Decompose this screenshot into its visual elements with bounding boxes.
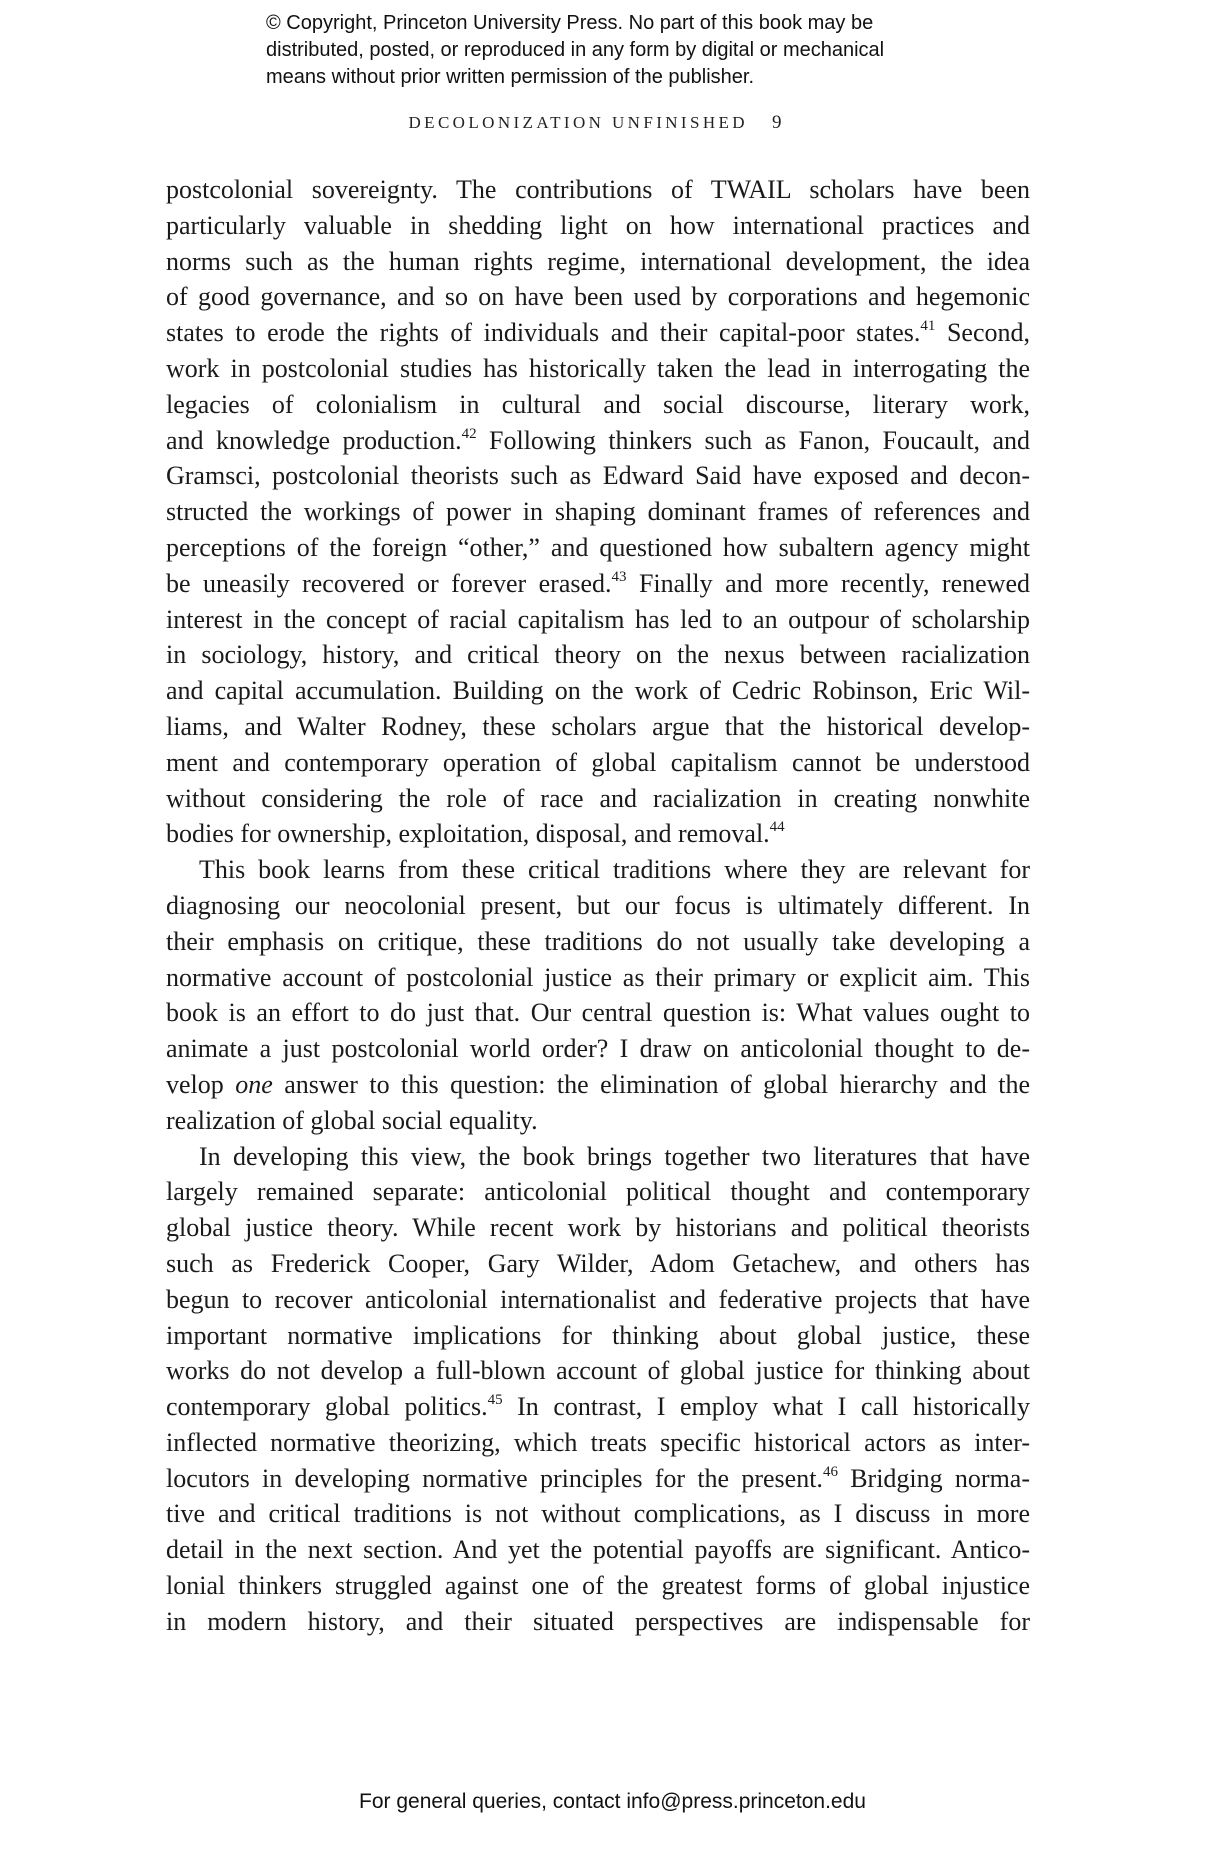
running-title: DECOLONIZATION UNFINISHED [408,113,748,132]
footnote-marker: 43 [611,568,627,585]
text-run: perceptions of the foreign “other,” and questioned how subaltern agency might [166,532,1030,562]
text-run: Bridging norma- [837,1463,1030,1493]
text-line [166,1067,1030,1103]
text-line [166,960,1030,996]
text-run: postcolonial sovereignty. The contributions of TWAIL scholars have been [166,175,1030,204]
text-line [166,208,1030,244]
text-run: diagnosing our neocolonial present, but our focus is ultimately different. In [166,890,1030,920]
copyright-line: © Copyright, Princeton University Press. No part of this book may be [266,12,874,34]
text-run: legacies of colonialism in cultural and social discourse, literary work, [166,389,1030,419]
text-line [166,1174,1030,1210]
text-run: animate a just postcolonial world order? I draw on anticolonial thought to de- [166,1034,1030,1064]
body-text [166,172,1030,1640]
text-run: book is an effort to do just that. Our central question is: What values ought to [166,998,1030,1028]
text-run: Second, [935,318,1031,348]
text-run: detail in the next section. And yet the potential payoffs are significant. Antico- [166,1535,1030,1565]
text-line [166,745,1030,781]
text-run: in sociology, history, and critical theory on the nexus between racialization [166,640,1030,670]
text-line [166,888,1030,924]
text-run: without considering the role of race and racialization in creating nonwhite [166,783,1030,813]
text-line [166,781,1030,817]
text-run: in modern history, and their situated perspectives are indispensable for [166,1606,1030,1636]
text-run: In developing this view, the book brings together two literatures that have [199,1141,1030,1171]
text-line [166,709,1030,745]
text-line [166,673,1030,709]
text-run: inflected normative theorizing, which treats specific historical actors as inter- [166,1427,1030,1457]
copyright-notice [266,10,1006,91]
text-run: ment and contemporary operation of global capitalism cannot be understood [166,747,1030,777]
text-line [166,1568,1030,1604]
text-run: realization of global social equality. [166,1105,538,1135]
footnote-marker: 46 [822,1463,838,1480]
text-run: In contrast, I employ what I call historically [502,1392,1030,1422]
text-line [166,1282,1030,1318]
text-line [166,387,1030,423]
text-line [166,1353,1030,1389]
text-run: norms such as the human rights regime, international development, the idea [166,246,1030,276]
text-line [166,816,1030,852]
text-run: answer to this question: the elimination of global hierarchy and the [272,1069,1030,1099]
text-line [166,1103,1030,1139]
text-run: normative account of postcolonial justice as their primary or explicit aim. This [166,962,1030,992]
text-run: states to erode the rights of individuals and their capital-poor states. [166,318,921,348]
text-line [166,1496,1030,1532]
text-line [166,172,1030,208]
running-head [165,112,1025,134]
text-line [166,530,1030,566]
text-line [166,315,1030,351]
text-line [166,458,1030,494]
text-line [166,423,1030,459]
text-line [166,1210,1030,1246]
text-run: contemporary global politics. [166,1392,488,1422]
text-run: liams, and Walter Rodney, these scholars argue that the historical develop- [166,711,1030,741]
text-run: important normative implications for thinking about global justice, these [166,1320,1030,1350]
text-line [166,1425,1030,1461]
page-number: 9 [772,112,782,133]
text-line [166,1604,1030,1640]
text-line [166,1318,1030,1354]
text-line [166,995,1030,1031]
text-run: lonial thinkers struggled against one of the greatest forms of global injustice [166,1571,1030,1601]
text-run: structed the workings of power in shaping dominant frames of references and [166,497,1030,527]
text-line [166,1389,1030,1425]
text-run: Gramsci, postcolonial theorists such as Edward Said have exposed and decon- [166,461,1030,491]
text-run: and capital accumulation. Building on the work of Cedric Robinson, Eric Wil- [166,676,1030,706]
copyright-line: means without prior written permission of the publisher. [266,66,755,88]
text-run: global justice theory. While recent work by historians and political theorists [166,1213,1030,1243]
text-line [166,566,1030,602]
text-line [166,602,1030,638]
text-line [166,1246,1030,1282]
text-run: interest in the concept of racial capitalism has led to an outpour of scholarship [166,604,1030,634]
text-line [166,494,1030,530]
text-line [166,637,1030,673]
text-run: begun to recover anticolonial internationalist and federative projects that have [166,1284,1030,1314]
text-line [166,351,1030,387]
copyright-line: distributed, posted, or reproduced in any form by digital or mechanical [266,39,885,61]
text-line [166,852,1030,888]
text-run: work in postcolonial studies has historically taken the lead in interrogating the [166,353,1030,383]
text-run: This book learns from these critical traditions where they are relevant for [199,855,1030,885]
text-run: particularly valuable in shedding light on how international practices and [166,210,1030,240]
text-run: works do not develop a full-blown account of global justice for thinking about [166,1356,1030,1386]
footnote-marker: 44 [769,819,785,836]
text-run: largely remained separate: anticolonial political thought and contemporary [166,1177,1030,1207]
text-run: and knowledge production. [166,425,462,455]
footer-contact: For general queries, contact info@press.princeton.edu [359,1790,866,1813]
text-line [166,1532,1030,1568]
text-line [166,1031,1030,1067]
text-line [166,244,1030,280]
text-run: Finally and more recently, renewed [626,568,1030,598]
text-line [166,1461,1030,1497]
text-run: Following thinkers such as Fanon, Foucault, and [476,425,1031,455]
footnote-marker: 42 [461,425,477,442]
footnote-marker: 41 [920,318,936,335]
text-run: velop [166,1069,236,1099]
text-run: their emphasis on critique, these traditions do not usually take developing a [166,926,1030,956]
italic-run: one [235,1069,273,1099]
text-run: locutors in developing normative principles for the present. [166,1463,823,1493]
text-run: of good governance, and so on have been used by corporations and hegemonic [166,282,1030,312]
text-run: such as Frederick Cooper, Gary Wilder, Adom Getachew, and others has [166,1248,1030,1278]
text-run: bodies for ownership, exploitation, disposal, and removal. [166,819,770,849]
footnote-marker: 45 [487,1392,503,1409]
text-line [166,279,1030,315]
text-line [166,1139,1030,1175]
text-run: be uneasily recovered or forever erased. [166,568,612,598]
text-run: tive and critical traditions is not without complications, as I discuss in more [166,1499,1030,1529]
text-line [166,924,1030,960]
